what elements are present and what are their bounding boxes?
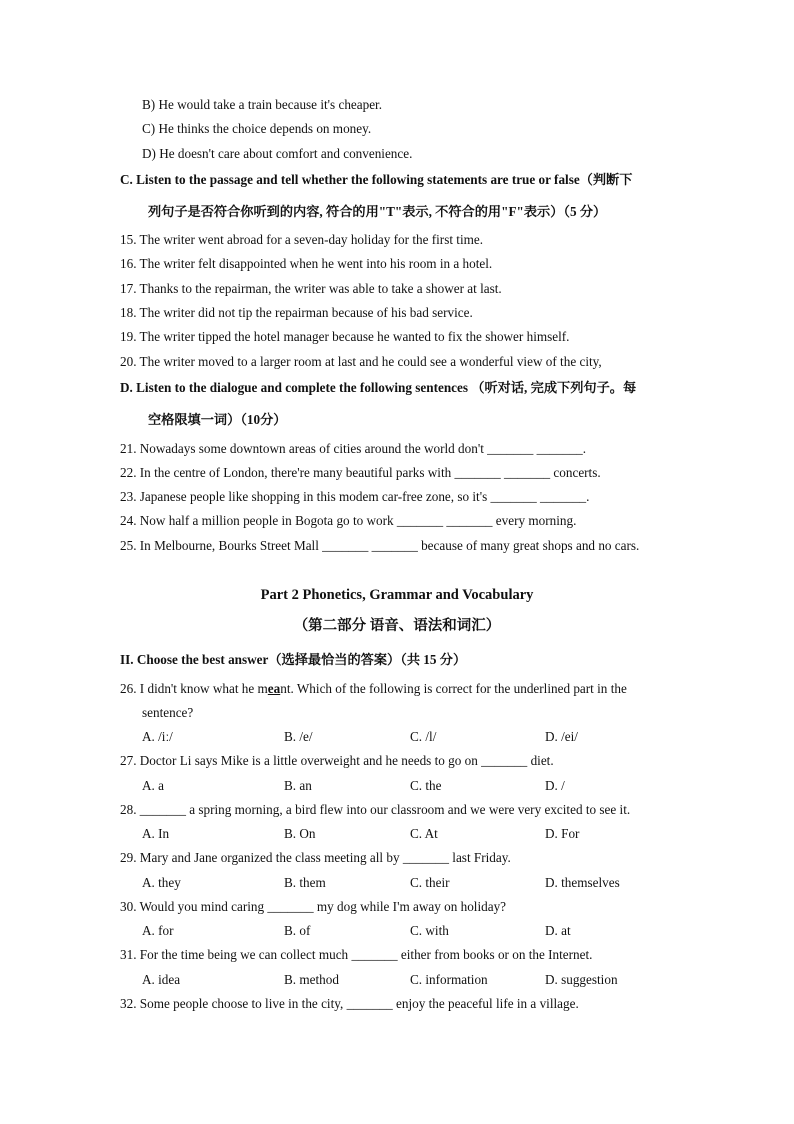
- option-c: C. information: [410, 972, 488, 987]
- question-27: 27. Doctor Li says Mike is a little overweight and he needs to go on _______ diet.: [120, 753, 554, 768]
- option-b: B. method: [284, 972, 339, 987]
- option-line: D) He doesn't care about comfort and convenience.: [142, 146, 413, 161]
- statement-item: 16. The writer felt disappointed when he went into his room in a hotel.: [120, 256, 493, 271]
- part-title: Part 2 Phonetics, Grammar and Vocabulary: [260, 587, 534, 603]
- question-32: 32. Some people choose to live in the city, _______ enjoy the peaceful life in a village.: [120, 996, 579, 1011]
- statement-item: 20. The writer moved to a larger room at last and he could see a wonderful view of the city,: [120, 354, 602, 369]
- option-a: A. In: [142, 826, 170, 841]
- option-a: A. idea: [142, 972, 181, 987]
- option-c: C. the: [410, 778, 442, 793]
- section-ii-heading: II. Choose the best answer（选择最恰当的答案）（共 15 分）: [120, 652, 467, 667]
- fill-blank-item: 23. Japanese people like shopping in this modem car-free zone, so it's _______ _______.: [120, 489, 590, 504]
- option-a: A. they: [142, 875, 181, 890]
- question-26: [120, 680, 627, 698]
- section-c-heading: C. Listen to the passage and tell whether the following statements are true or false（判断下: [120, 172, 633, 187]
- statement-item: 18. The writer did not tip the repairman because of his bad service.: [120, 305, 473, 320]
- option-d: D. /: [545, 778, 565, 793]
- option-d: D. at: [545, 923, 571, 938]
- option-c: C. with: [410, 923, 449, 938]
- section-c-heading-cont: 列句子是否符合你听到的内容, 符合的用"T"表示, 不符合的用"F"表示）（5 分）: [148, 204, 607, 219]
- option-d: D. suggestion: [545, 972, 618, 987]
- fill-blank-item: 21. Nowadays some downtown areas of cities around the world don't _______ _______.: [120, 441, 587, 456]
- question-30: 30. Would you mind caring _______ my dog while I'm away on holiday?: [120, 899, 507, 914]
- question-29: 29. Mary and Jane organized the class meeting all by _______ last Friday.: [120, 850, 511, 865]
- section-d-heading-cont: 空格限填一词）（10分）: [148, 412, 287, 427]
- option-d: D. /ei/: [545, 729, 578, 744]
- option-b: B. them: [284, 875, 326, 890]
- option-c: C. their: [410, 875, 450, 890]
- statement-item: 15. The writer went abroad for a seven-day holiday for the first time.: [120, 232, 484, 247]
- question-31: 31. For the time being we can collect much _______ either from books or on the Internet.: [120, 947, 593, 962]
- statement-item: 17. Thanks to the repairman, the writer was able to take a shower at last.: [120, 281, 502, 296]
- option-c: C. At: [410, 826, 438, 841]
- fill-blank-item: 24. Now half a million people in Bogota go to work _______ _______ every morning.: [120, 513, 577, 528]
- underlined-letters: ea: [267, 681, 281, 696]
- question-text: 26. I didn't know what he m: [120, 681, 268, 696]
- fill-blank-item: 25. In Melbourne, Bourks Street Mall _______ _______ because of many great shops and no cars.: [120, 538, 640, 553]
- question-text: nt. Which of the following is correct for the underlined part in the: [280, 681, 627, 696]
- question-26-cont: sentence?: [142, 705, 194, 720]
- option-b: B. of: [284, 923, 311, 938]
- option-d: D. For: [545, 826, 580, 841]
- fill-blank-item: 22. In the centre of London, there're many beautiful parks with _______ _______ concerts.: [120, 465, 601, 480]
- question-28: 28. _______ a spring morning, a bird flew into our classroom and we were very excited to see it.: [120, 802, 631, 817]
- option-c: C. /l/: [410, 729, 437, 744]
- option-d: D. themselves: [545, 875, 620, 890]
- option-a: A. for: [142, 923, 174, 938]
- section-d-heading: D. Listen to the dialogue and complete the following sentences （听对话, 完成下列句子。每: [120, 380, 637, 395]
- option-b: B. On: [284, 826, 316, 841]
- option-b: B. an: [284, 778, 312, 793]
- part-subtitle: （第二部分 语音、语法和词汇）: [293, 618, 501, 634]
- option-a: A. a: [142, 778, 164, 793]
- option-line: C) He thinks the choice depends on money.: [142, 121, 372, 136]
- statement-item: 19. The writer tipped the hotel manager because he wanted to fix the shower himself.: [120, 329, 570, 344]
- option-b: B. /e/: [284, 729, 313, 744]
- option-line: B) He would take a train because it's cheaper.: [142, 97, 383, 112]
- option-a: A. /iː/: [142, 729, 173, 744]
